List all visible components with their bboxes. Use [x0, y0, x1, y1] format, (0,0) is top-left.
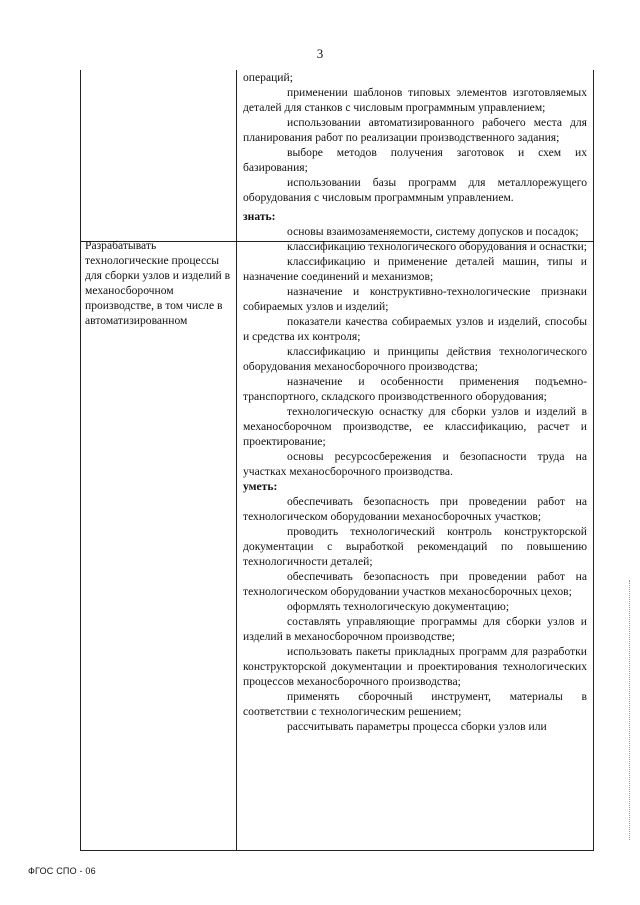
skill-item: рассчитывать параметры процесса сборки узлов или: [287, 720, 547, 733]
skill-item: обеспечивать безопасность при проведении работ на технологическом оборудовании участков механосборочных цехов;: [243, 570, 587, 598]
skill-item: обеспечивать безопасность при проведении работ на технологическом оборудовании механосборочных участков;: [243, 495, 587, 523]
margin-dotted-line: [629, 580, 630, 840]
knowledge-item: основы ресурсосбережения и безопасности труда на участках механосборочного производства.: [243, 450, 587, 478]
column-divider: [236, 70, 237, 850]
skill-item: проводить технологический контроль конструкторской документации с выработкой рекомендаций по повышению технологичности деталей;: [243, 525, 587, 568]
knowledge-item: классификацию и применение деталей машин, типы и назначение соединений и механизмов;: [243, 255, 587, 283]
knowledge-item: классификацию и принципы действия технологического оборудования механосборочного производства;: [243, 345, 587, 373]
knowledge-item: классификацию технологического оборудования и оснастки;: [287, 240, 587, 253]
knowledge-item: технологическую оснастку для сборки узлов и изделий в механосборочном производстве, ее классификацию, расчет и проектирование;: [243, 405, 587, 448]
skills-heading: уметь:: [243, 480, 278, 493]
footer-code: ФГОС СПО - 06: [28, 866, 96, 876]
knowledge-item: назначение и особенности применения подъемно-транспортного, складского производственного оборудования;: [243, 375, 587, 403]
skill-item: использовать пакеты прикладных программ для разработки конструкторской документации и проектирования технологических процессов механосборочного производства;: [243, 645, 587, 688]
knowledge-heading: знать:: [243, 210, 276, 223]
top-item-1: применении шаблонов типовых элементов изготовляемых деталей для станков с числовым программным управлением;: [243, 86, 587, 114]
knowledge-item: назначение и конструктивно-технологические признаки собираемых узлов и изделий;: [243, 285, 587, 313]
top-item-0: операций;: [243, 71, 293, 84]
skill-item: составлять управляющие программы для сборки узлов и изделий в механосборочном производстве;: [243, 615, 587, 643]
page-number: 3: [316, 46, 324, 61]
skill-item: применять сборочный инструмент, материалы в соответствии с технологическим решением;: [243, 690, 587, 718]
requirements-cell: [243, 70, 587, 734]
requirements-table: [80, 70, 594, 851]
activity-description-cell: Разрабатывать технологические процессы для сборки узлов и изделий в механосборочном производстве, в том числе в автоматизированном: [85, 239, 231, 327]
skill-item: оформлять технологическую документацию;: [287, 600, 510, 613]
top-item-2: использовании автоматизированного рабочего места для планирования работ по реализации производственного задания;: [243, 116, 587, 144]
top-item-4: использовании базы программ для металлорежущего оборудования с числовым программным управлением.: [243, 176, 587, 204]
knowledge-item: показатели качества собираемых узлов и изделий, способы и средства их контроля;: [243, 315, 587, 343]
knowledge-item: основы взаимозаменяемости, систему допусков и посадок;: [287, 225, 579, 238]
top-item-3: выборе методов получения заготовок и схем их базирования;: [243, 146, 587, 174]
